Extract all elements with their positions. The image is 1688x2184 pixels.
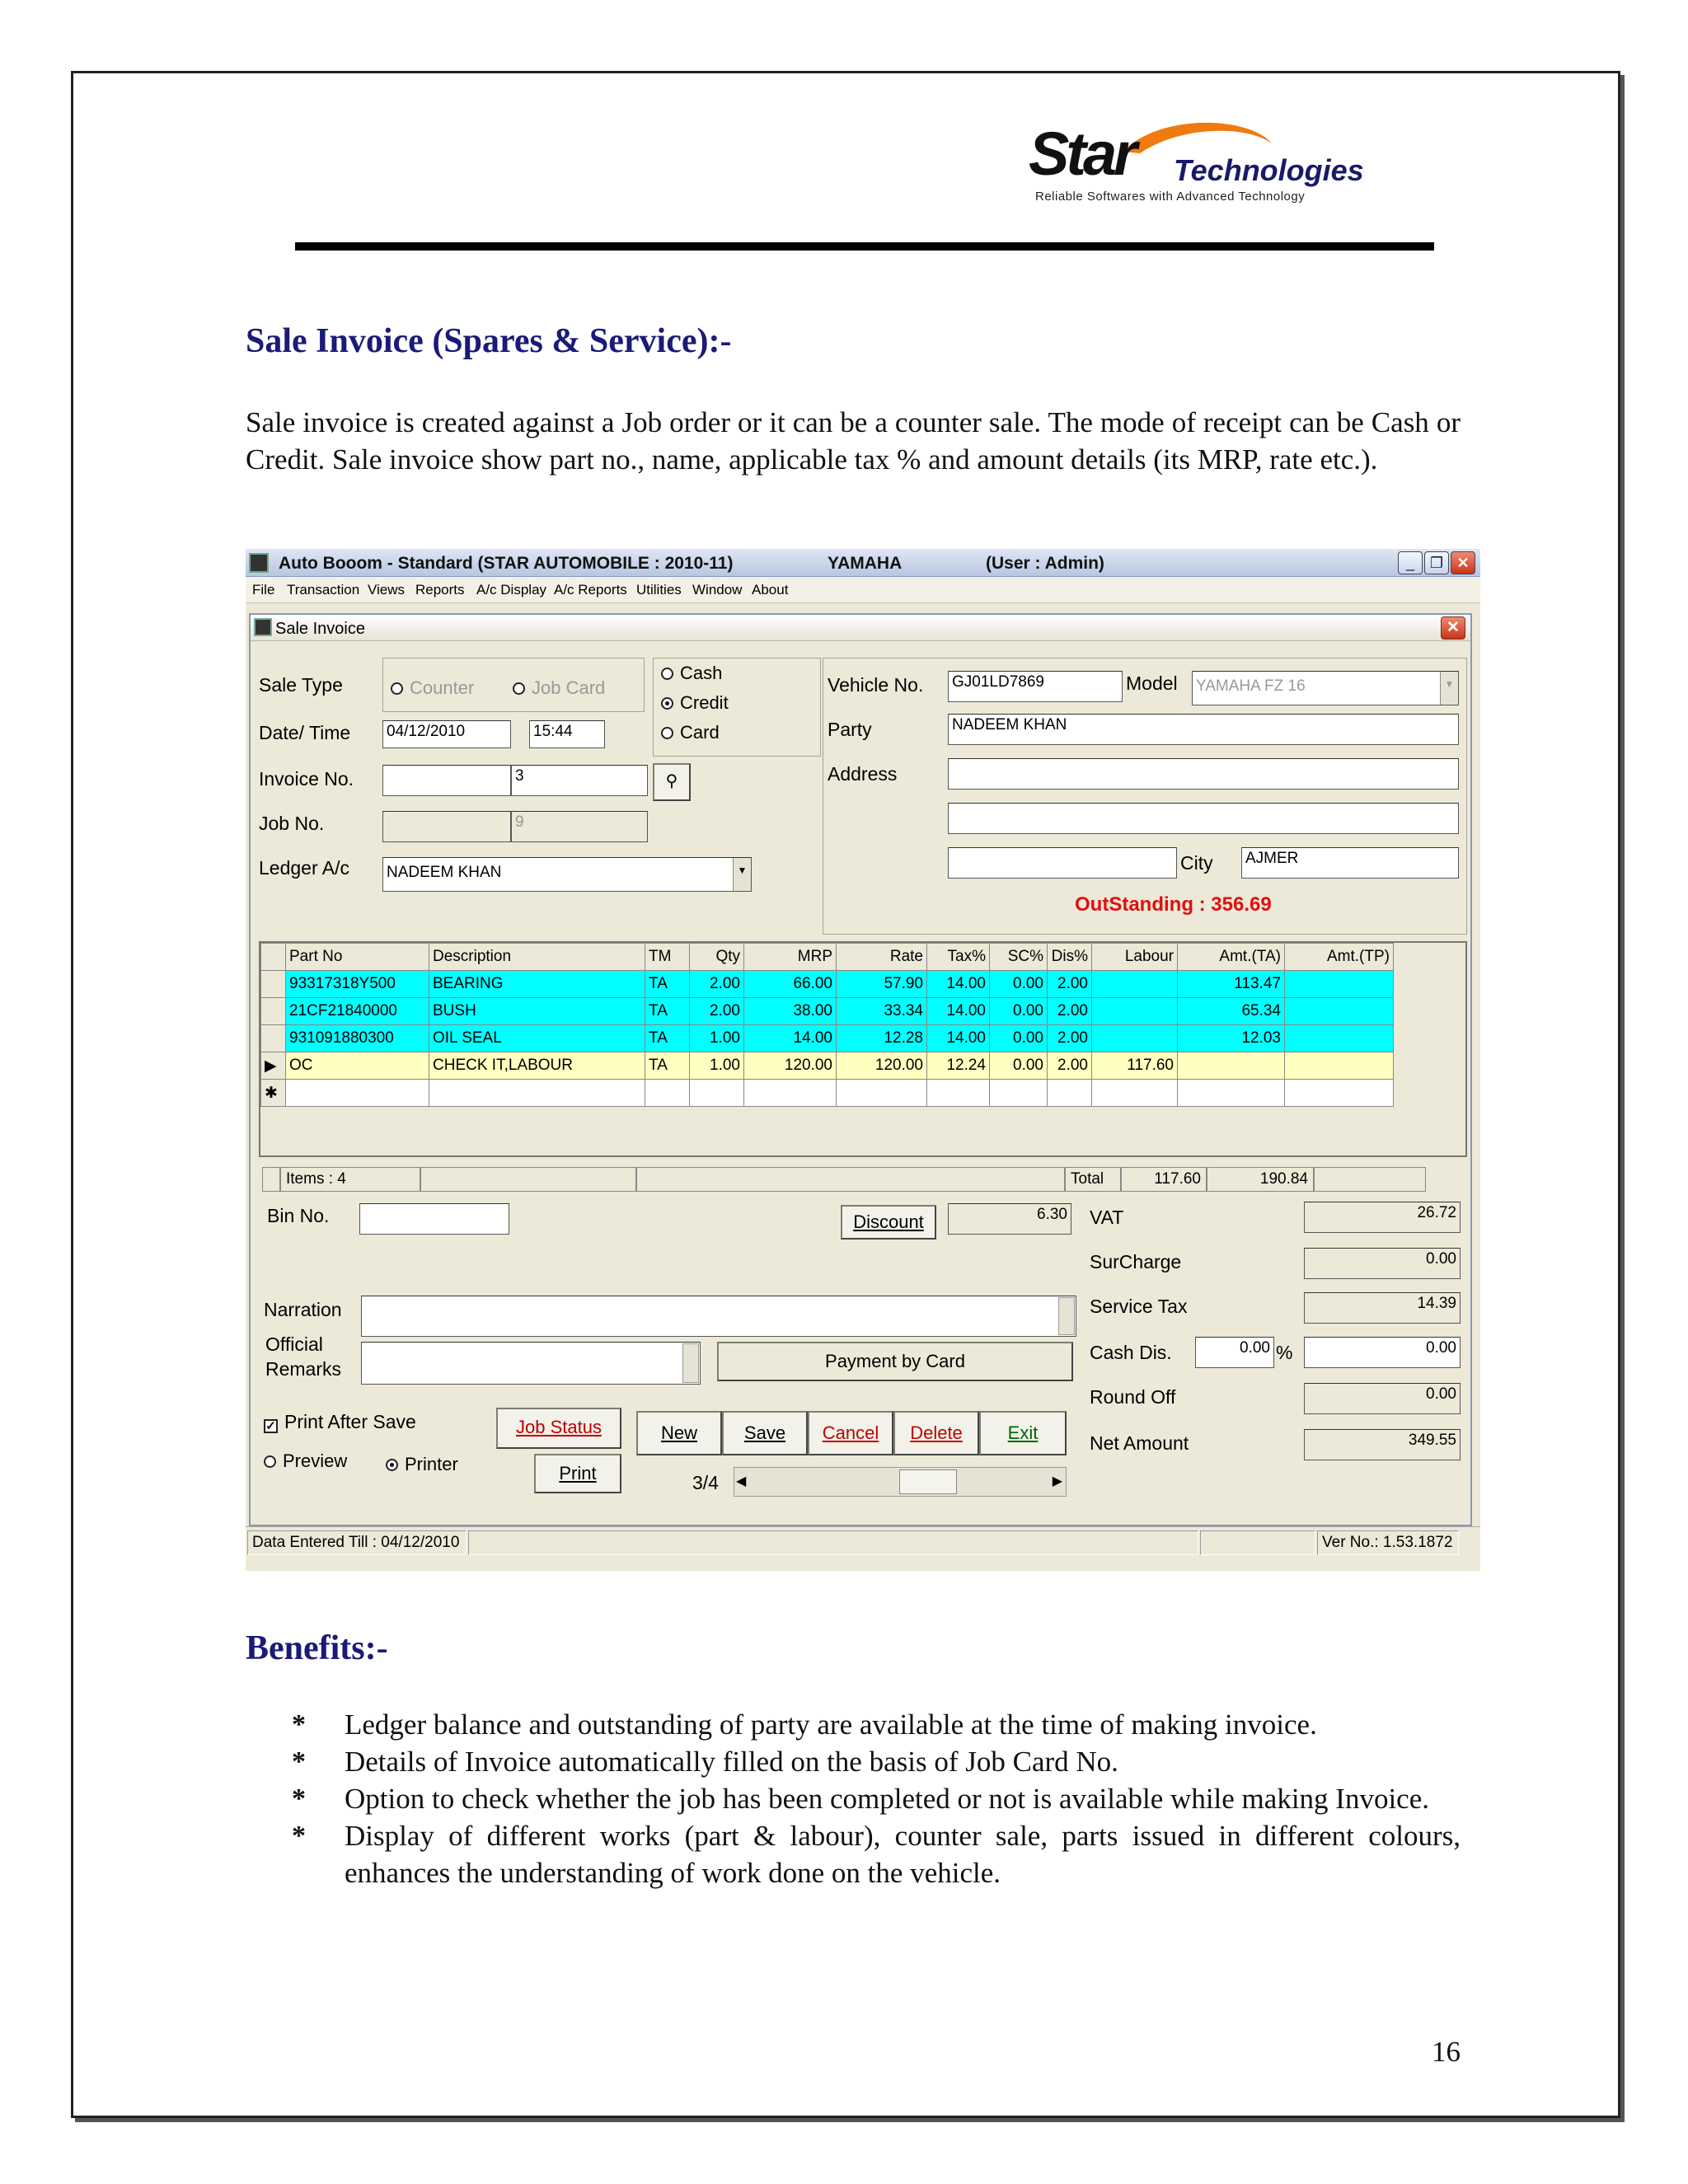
card-radio[interactable]: [661, 722, 720, 743]
menu-about[interactable]: About: [752, 582, 789, 598]
col-amt-ta[interactable]: Amt.(TA): [1178, 944, 1285, 971]
benefits-list: [292, 1706, 1461, 1891]
address-line2-input[interactable]: [948, 803, 1459, 834]
menu-ac-display[interactable]: A/c Display: [476, 582, 547, 598]
page-number: 16: [1432, 2036, 1461, 2068]
narration-label: Narration: [264, 1299, 342, 1320]
cell-amt-ta[interactable]: 113.47: [1178, 971, 1285, 998]
cell-qty[interactable]: 1.00: [690, 1025, 744, 1052]
chevron-right-icon[interactable]: ▶: [1052, 1474, 1062, 1488]
percent-sign: %: [1276, 1342, 1293, 1363]
discount-button[interactable]: [841, 1205, 936, 1240]
binoculars-search-icon[interactable]: ⚲: [653, 763, 691, 801]
cell-part-no[interactable]: 93317318Y500: [286, 971, 429, 998]
new-cell[interactable]: [927, 1080, 990, 1107]
col-tm[interactable]: TM: [645, 944, 690, 971]
service-tax-label: Service Tax: [1090, 1296, 1188, 1317]
logo-word: Technologies: [1174, 153, 1364, 187]
cash-radio[interactable]: [661, 663, 722, 684]
new-cell[interactable]: [429, 1080, 645, 1107]
exit-label: Exit: [1007, 1422, 1039, 1443]
job-no-input[interactable]: 9: [511, 811, 648, 842]
new-cell[interactable]: [837, 1080, 927, 1107]
address-line1-input[interactable]: [948, 758, 1459, 790]
job-card-radio[interactable]: [513, 677, 605, 699]
cell-tm[interactable]: TA: [645, 971, 690, 998]
preview-label: Preview: [283, 1451, 348, 1471]
round-off-value: 0.00: [1304, 1383, 1461, 1414]
save-button[interactable]: [722, 1411, 808, 1455]
new-cell[interactable]: [744, 1080, 837, 1107]
chevron-down-icon[interactable]: ▼: [733, 858, 751, 891]
chevron-left-icon[interactable]: ◀: [736, 1474, 747, 1488]
invoice-no-input[interactable]: 3: [511, 765, 648, 796]
app-user: (User : Admin): [986, 554, 1104, 573]
cell-sc[interactable]: 0.00: [990, 971, 1048, 998]
cell-sc[interactable]: 0.00: [990, 1052, 1048, 1080]
preview-radio[interactable]: [264, 1451, 347, 1472]
ledger-combo[interactable]: [382, 857, 752, 892]
bullet-icon: *: [292, 1783, 306, 1814]
items-count: Items : 4: [280, 1167, 420, 1192]
list-item: [292, 1706, 1461, 1743]
form-title: Sale Invoice: [275, 620, 365, 638]
items-table: [260, 943, 1394, 1107]
cancel-label: Cancel: [822, 1422, 879, 1443]
job-status-label: Job Status: [516, 1417, 602, 1437]
section-heading: Sale Invoice (Spares & Service):-: [246, 322, 732, 360]
cell-qty[interactable]: 2.00: [690, 998, 744, 1025]
official-label: Official: [265, 1333, 323, 1355]
address-line3-input[interactable]: [948, 847, 1177, 879]
save-label: Save: [743, 1422, 786, 1443]
cell-labour[interactable]: [1092, 971, 1178, 998]
round-off-label: Round Off: [1090, 1386, 1176, 1408]
cell-qty[interactable]: 1.00: [690, 1052, 744, 1080]
col-part-no[interactable]: Part No: [286, 944, 429, 971]
col-sc[interactable]: SC%: [990, 944, 1048, 971]
col-description[interactable]: Description: [429, 944, 645, 971]
cell-tax[interactable]: 14.00: [927, 971, 990, 998]
total-amt-tp: [1314, 1167, 1426, 1192]
printer-label: Printer: [405, 1454, 458, 1474]
print-after-save-label: Print After Save: [284, 1411, 416, 1432]
cell-amt-tp[interactable]: [1285, 1025, 1394, 1052]
cell-description[interactable]: BEARING: [429, 971, 645, 998]
bin-no-label: Bin No.: [267, 1205, 330, 1226]
benefit-text: Ledger balance and outstanding of party are available at the time of making invoice.: [345, 1708, 1317, 1741]
items-grid: [259, 941, 1467, 1157]
status-bar: [246, 1526, 1480, 1558]
current-row-arrow-icon[interactable]: ▶: [261, 1052, 286, 1080]
cell-dis[interactable]: 2.00: [1048, 998, 1092, 1025]
logo-tagline: Reliable Softwares with Advanced Technology: [1035, 190, 1306, 204]
payment-by-card-button[interactable]: Payment by Card: [717, 1342, 1073, 1381]
list-item: [292, 1743, 1461, 1780]
printer-radio[interactable]: [386, 1454, 458, 1475]
col-labour[interactable]: Labour: [1092, 944, 1178, 971]
restore-icon[interactable]: ❐: [1424, 551, 1449, 574]
print-label: Print: [559, 1463, 597, 1483]
col-amt-tp[interactable]: Amt.(TP): [1285, 944, 1394, 971]
discount-value: 6.30: [948, 1203, 1071, 1235]
net-amount-value: 349.55: [1304, 1429, 1461, 1460]
new-cell[interactable]: [990, 1080, 1048, 1107]
surcharge-label: SurCharge: [1090, 1251, 1182, 1272]
new-cell[interactable]: [645, 1080, 690, 1107]
remarks-label: Remarks: [265, 1358, 342, 1380]
benefit-text: Display of different works (part & labour), counter sale, parts issued in different colours, enhances the understanding of work done on the vehicle.: [345, 1820, 1461, 1889]
cell-description[interactable]: CHECK IT,LABOUR: [429, 1052, 645, 1080]
status-version: Ver No.: 1.53.1872: [1317, 1530, 1459, 1555]
sale-type-label: Sale Type: [259, 674, 343, 696]
vat-value: 26.72: [1304, 1202, 1461, 1233]
surcharge-value: 0.00: [1304, 1248, 1461, 1279]
job-no-label: Job No.: [259, 813, 325, 834]
counter-radio[interactable]: [391, 677, 474, 699]
cell-labour[interactable]: 117.60: [1092, 1052, 1178, 1080]
new-cell[interactable]: [286, 1080, 429, 1107]
row-selector-header: [261, 944, 286, 971]
table-row[interactable]: [261, 998, 1394, 1025]
list-item: [292, 1817, 1461, 1891]
delete-label: Delete: [910, 1422, 963, 1443]
status-data-entered: Data Entered Till : 04/12/2010: [247, 1530, 467, 1555]
cell-description[interactable]: BUSH: [429, 998, 645, 1025]
new-cell[interactable]: [1178, 1080, 1285, 1107]
app-window: [246, 549, 1480, 1571]
app-brand: YAMAHA: [828, 554, 903, 573]
credit-radio[interactable]: [661, 692, 729, 714]
time-input[interactable]: 15:44: [529, 720, 605, 748]
narration-input[interactable]: [361, 1296, 1076, 1337]
cell-dis[interactable]: 2.00: [1048, 1025, 1092, 1052]
cell-dis[interactable]: 2.00: [1048, 1052, 1092, 1080]
bullet-icon: *: [292, 1709, 306, 1740]
menu-reports[interactable]: Reports: [415, 582, 465, 598]
new-row[interactable]: [261, 1080, 1394, 1107]
cell-rate[interactable]: 33.34: [837, 998, 927, 1025]
benefit-text: Details of Invoice automatically filled on the basis of Job Card No.: [345, 1746, 1118, 1778]
card-label: Card: [680, 722, 720, 743]
cell-tax[interactable]: 14.00: [927, 1025, 990, 1052]
date-time-label: Date/ Time: [259, 722, 351, 743]
date-input[interactable]: 04/12/2010: [382, 720, 511, 748]
print-button[interactable]: [534, 1454, 621, 1493]
scroll-thumb[interactable]: [899, 1469, 957, 1494]
grid-header-row: [261, 944, 1394, 971]
party-label: Party: [828, 719, 872, 740]
cell-dis[interactable]: 2.00: [1048, 971, 1092, 998]
cell-part-no[interactable]: 21CF21840000: [286, 998, 429, 1025]
header-rule: [295, 242, 1434, 251]
record-nav-label: 3/4: [692, 1472, 719, 1493]
party-input[interactable]: NADEEM KHAN: [948, 714, 1459, 745]
menu-transaction[interactable]: Transaction: [287, 582, 360, 598]
col-tax[interactable]: Tax%: [927, 944, 990, 971]
status-spacer: [1200, 1530, 1315, 1555]
counter-label: Counter: [410, 677, 475, 698]
cell-amt-ta[interactable]: [1178, 1052, 1285, 1080]
vehicle-no-input[interactable]: GJ01LD7869: [948, 671, 1123, 702]
cell-part-no[interactable]: 931091880300: [286, 1025, 429, 1052]
cell-rate[interactable]: 57.90: [837, 971, 927, 998]
benefit-text: Option to check whether the job has been completed or not is available while making Invoice.: [345, 1783, 1429, 1815]
cell-amt-tp[interactable]: [1285, 1052, 1394, 1080]
table-row[interactable]: [261, 1025, 1394, 1052]
new-cell[interactable]: [690, 1080, 744, 1107]
list-item: [292, 1780, 1461, 1817]
cell-tm[interactable]: TA: [645, 1052, 690, 1080]
menu-utilities[interactable]: Utilities: [636, 582, 682, 598]
col-rate[interactable]: Rate: [837, 944, 927, 971]
col-dis[interactable]: Dis%: [1048, 944, 1092, 971]
net-amount-label: Net Amount: [1090, 1432, 1189, 1454]
cancel-button[interactable]: [808, 1411, 893, 1455]
row-selector[interactable]: [261, 971, 286, 998]
exit-button[interactable]: [979, 1411, 1067, 1455]
cash-dis-input[interactable]: 0.00: [1304, 1337, 1461, 1368]
footer-spacer: [636, 1167, 1065, 1192]
service-tax-value: 14.39: [1304, 1292, 1461, 1324]
row-selector[interactable]: [261, 1025, 286, 1052]
cash-dis-label: Cash Dis.: [1090, 1342, 1172, 1363]
close-icon[interactable]: ✕: [1451, 551, 1475, 574]
cell-amt-tp[interactable]: [1285, 998, 1394, 1025]
sale-invoice-titlebar: [251, 615, 1470, 641]
total-labour: 117.60: [1121, 1167, 1207, 1192]
job-card-label: Job Card: [532, 677, 606, 698]
cell-amt-tp[interactable]: [1285, 971, 1394, 998]
cell-tax[interactable]: 12.24: [927, 1052, 990, 1080]
col-mrp[interactable]: MRP: [744, 944, 837, 971]
model-combo[interactable]: [1192, 671, 1459, 705]
cell-mrp[interactable]: 38.00: [744, 998, 837, 1025]
remarks-scrollbar[interactable]: [682, 1343, 699, 1383]
menubar: [246, 577, 1480, 603]
app-title: Auto Booom - Standard (STAR AUTOMOBILE : 2010-11): [279, 554, 734, 573]
cell-labour[interactable]: [1092, 1025, 1178, 1052]
bullet-icon: *: [292, 1821, 306, 1851]
cell-sc[interactable]: 0.00: [990, 998, 1048, 1025]
logo-brand: Star: [1029, 120, 1134, 188]
col-qty[interactable]: Qty: [690, 944, 744, 971]
app-icon: [249, 553, 269, 573]
address-label: Address: [828, 763, 898, 785]
job-prefix-input[interactable]: [382, 811, 511, 842]
cash-label: Cash: [680, 663, 723, 683]
new-label: New: [660, 1422, 697, 1443]
menu-file[interactable]: File: [252, 582, 275, 598]
cell-labour[interactable]: [1092, 998, 1178, 1025]
model-label: Model: [1126, 673, 1178, 694]
bin-no-input[interactable]: [359, 1203, 509, 1235]
cell-mrp[interactable]: 14.00: [744, 1025, 837, 1052]
cell-amt-ta[interactable]: 12.03: [1178, 1025, 1285, 1052]
total-amt-ta: 190.84: [1207, 1167, 1314, 1192]
form-icon: [254, 618, 272, 636]
app-titlebar: [246, 549, 1480, 577]
menu-views[interactable]: Views: [368, 582, 406, 598]
new-cell[interactable]: [1285, 1080, 1394, 1107]
new-row-asterisk-icon: ✱: [261, 1080, 286, 1107]
status-spacer: [468, 1530, 1198, 1555]
cell-qty[interactable]: 2.00: [690, 971, 744, 998]
delete-button[interactable]: [893, 1411, 979, 1455]
invoice-prefix-input[interactable]: [382, 765, 511, 796]
cell-amt-ta[interactable]: 65.34: [1178, 998, 1285, 1025]
star-technologies-logo: [1029, 119, 1375, 209]
cell-rate[interactable]: 120.00: [837, 1052, 927, 1080]
new-cell[interactable]: [1048, 1080, 1092, 1107]
menu-window[interactable]: Window: [692, 582, 743, 598]
cell-tm[interactable]: TA: [645, 1025, 690, 1052]
print-after-save-checkbox[interactable]: [264, 1411, 416, 1433]
cell-tax[interactable]: 14.00: [927, 998, 990, 1025]
form-close-icon[interactable]: ✕: [1441, 616, 1465, 640]
bullet-icon: *: [292, 1746, 306, 1777]
invoice-no-label: Invoice No.: [259, 768, 354, 790]
vehicle-no-label: Vehicle No.: [828, 674, 924, 696]
cell-mrp[interactable]: 66.00: [744, 971, 837, 998]
city-label: City: [1180, 852, 1213, 874]
cell-sc[interactable]: 0.00: [990, 1025, 1048, 1052]
new-cell[interactable]: [1092, 1080, 1178, 1107]
model-value: YAMAHA FZ 16: [1196, 677, 1306, 695]
chevron-down-icon[interactable]: ▼: [1440, 672, 1458, 705]
credit-label: Credit: [680, 692, 729, 713]
row-selector[interactable]: [261, 998, 286, 1025]
cash-dis-pct-input[interactable]: 0.00: [1195, 1337, 1274, 1368]
minimize-icon[interactable]: _: [1398, 551, 1423, 574]
record-navigator-scrollbar[interactable]: [734, 1467, 1067, 1497]
city-input[interactable]: AJMER: [1241, 847, 1459, 879]
checkmark-icon: ✓: [264, 1419, 278, 1433]
vat-label: VAT: [1090, 1207, 1124, 1228]
table-row[interactable]: [261, 971, 1394, 998]
table-row[interactable]: [261, 1052, 1394, 1080]
ledger-label: Ledger A/c: [259, 857, 349, 879]
cell-mrp[interactable]: 120.00: [744, 1052, 837, 1080]
cell-tm[interactable]: TA: [645, 998, 690, 1025]
footer-spacer: [420, 1167, 636, 1192]
total-label: Total: [1065, 1167, 1121, 1192]
intro-paragraph: Sale invoice is created against a Job order or it can be a counter sale. The mode of receipt can be Cash or Credit. Sale invoice show part no., name, applicable tax % and amount details (its MRP, rate etc.).: [246, 406, 1461, 476]
narration-scrollbar[interactable]: [1058, 1297, 1075, 1335]
official-remarks-input[interactable]: [361, 1342, 701, 1385]
cell-part-no[interactable]: OC: [286, 1052, 429, 1080]
menu-ac-reports[interactable]: A/c Reports: [554, 582, 627, 598]
job-status-button[interactable]: [496, 1408, 621, 1449]
discount-label: Discount: [853, 1212, 924, 1232]
outstanding-amount: OutStanding : 356.69: [1075, 893, 1272, 916]
new-button[interactable]: [636, 1411, 722, 1455]
benefits-heading: Benefits:-: [246, 1629, 388, 1667]
ledger-value: NADEEM KHAN: [387, 864, 502, 881]
footer-spacer: [262, 1167, 280, 1192]
cell-description[interactable]: OIL SEAL: [429, 1025, 645, 1052]
cell-rate[interactable]: 12.28: [837, 1025, 927, 1052]
